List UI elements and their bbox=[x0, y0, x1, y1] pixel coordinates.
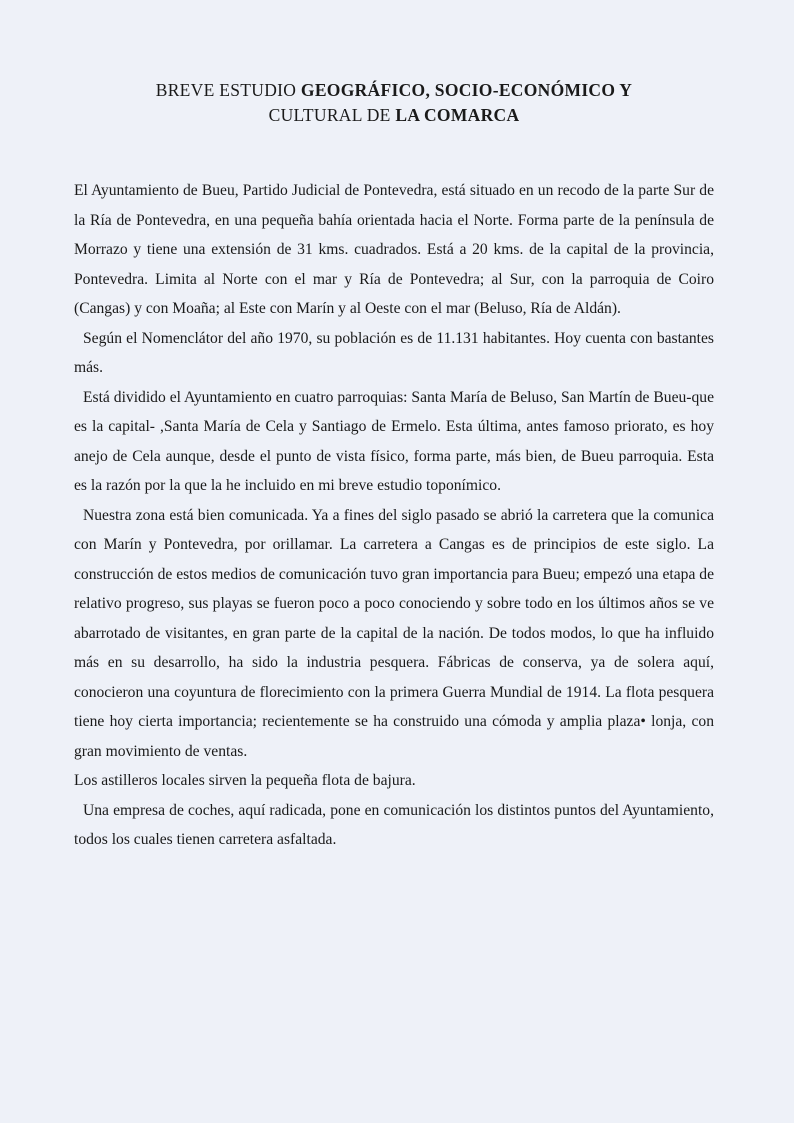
paragraph-parishes: Está dividido el Ayuntamiento en cuatro parroquias: Santa María de Beluso, San Martín de Bueu-que es la capital- ,Santa María de Cela y Santiago de Ermelo. Esta última, antes famoso priorato, es hoy anejo de Cela aunque, desde el punto de vista físico, forma parte, más bien, de Bueu parroquia. Esta es la razón por la que la he incluido en mi breve estudio toponímico. bbox=[74, 388, 714, 494]
document-title bbox=[74, 78, 714, 128]
paragraph-population: Según el Nomenclátor del año 1970, su población es de 11.131 habitantes. Hoy cuenta con bastantes más. bbox=[74, 329, 714, 376]
title-line-1-bold: GEOGRÁFICO, SOCIO-ECONÓMICO Y bbox=[300, 80, 633, 100]
title-line-1 bbox=[74, 78, 714, 103]
document-body bbox=[74, 176, 714, 855]
title-line-2-prefix: CULTURAL DE bbox=[268, 105, 396, 125]
title-line-1-prefix: BREVE ESTUDIO bbox=[155, 80, 301, 100]
paragraph-bus-company: Una empresa de coches, aquí radicada, pone en comunicación los distintos puntos del Ayuntamiento, todos los cuales tienen carretera asfaltada. bbox=[74, 801, 714, 848]
paragraph-location: El Ayuntamiento de Bueu, Partido Judicial de Pontevedra, está situado en un recodo de la parte Sur de la Ría de Pontevedra, en una pequeña bahía orientada hacia el Norte. Forma parte de la península de Morrazo y tiene una extensión de 31 kms. cuadrados. Está a 20 kms. de la capital de la provincia, Pontevedra. Limita al Norte con el mar y Ría de Pontevedra; al Sur, con la parroquia de Coiro (Cangas) y con Moaña; al Este con Marín y al Oeste con el mar (Beluso, Ría de Aldán). bbox=[74, 182, 714, 317]
paragraph-shipyards: Los astilleros locales sirven la pequeña flota de bajura. bbox=[74, 772, 416, 789]
paragraph-communications: Nuestra zona está bien comunicada. Ya a fines del siglo pasado se abrió la carretera que la comunica con Marín y Pontevedra, por orillamar. La carretera a Cangas es de principios de este siglo. La construcción de estos medios de comunicación tuvo gran importancia para Bueu; empezó una etapa de relativo progreso, sus playas se fueron poco a poco conociendo y sobre todo en los últimos años se ve abarrotado de visitantes, en gran parte de la capital de la nación. De todos modos, lo que ha influido más en su desarrollo, ha sido la industria pesquera. Fábricas de conserva, ya de solera aquí, conocieron una coyuntura de florecimiento con la primera Guerra Mundial de 1914. La flota pesquera tiene hoy cierta importancia; recientemente se ha construido una cómoda y amplia plaza• lonja, con gran movimiento de ventas. bbox=[74, 506, 714, 760]
title-line-2 bbox=[74, 103, 714, 128]
title-line-2-bold: LA COMARCA bbox=[395, 105, 520, 125]
